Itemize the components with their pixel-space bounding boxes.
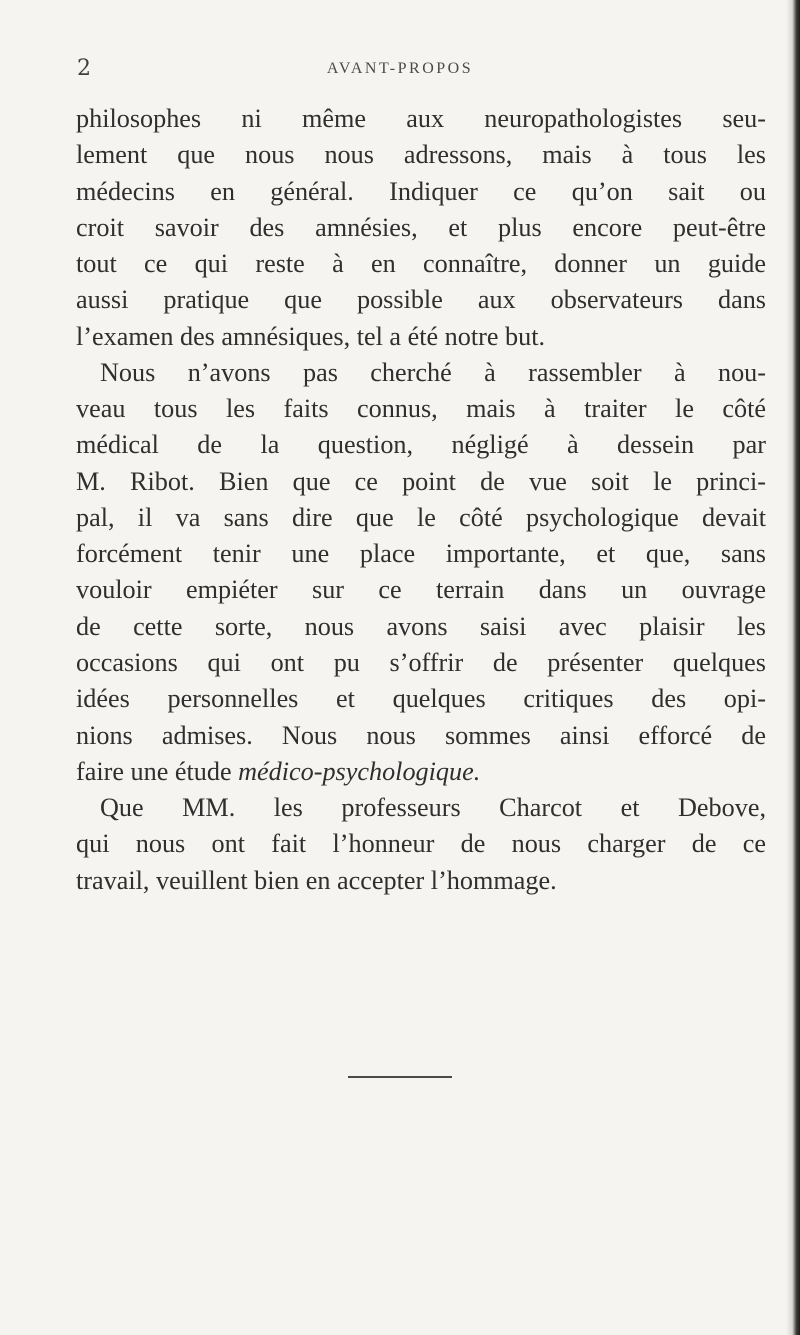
page-number: 2 — [77, 56, 91, 81]
text-line: occasions qui ont pu s’offrir de présenter quelques — [76, 647, 766, 677]
text-line: travail, veuillent bien en accepter l’hommage. — [76, 865, 557, 895]
text-line: Nous n’avons pas cherché à rassembler à nou- — [100, 357, 766, 387]
page-edge-shadow — [786, 0, 800, 1335]
text-line: de cette sorte, nous avons saisi avec plaisir les — [76, 611, 766, 641]
italic-phrase: médico-psychologique. — [238, 756, 481, 786]
text-line: vouloir empiéter sur ce terrain dans un ouvrage — [76, 575, 766, 605]
running-title: AVANT-PROPOS — [326, 60, 474, 77]
text-line — [76, 754, 766, 790]
text-line: idées personnelles et quelques critiques des opi- — [76, 684, 766, 714]
text-line: veau tous les faits connus, mais à traiter le côté — [76, 394, 766, 424]
text-line: M. Ribot. Bien que ce point de vue soit le princi- — [76, 466, 766, 496]
body-text — [76, 101, 766, 899]
closing-rule — [348, 1076, 452, 1078]
text-line: Que MM. les professeurs Charcot et Debove, — [100, 793, 766, 823]
text-line: pal, il va sans dire que le côté psychologique devait — [76, 502, 766, 532]
text-line: lement que nous nous adressons, mais à tous les — [76, 140, 766, 170]
text-line: forcément tenir une place importante, et que, sans — [76, 539, 766, 569]
text-line: aussi pratique que possible aux observateurs dans — [76, 285, 766, 315]
text-line: médecins en général. Indiquer ce qu’on sait ou — [76, 176, 766, 206]
text-line: philosophes ni même aux neuropathologistes seu- — [76, 104, 766, 133]
text-line: qui nous ont fait l’honneur de nous charger de ce — [76, 829, 766, 859]
text-line: l’examen des amnésiques, tel a été notre but. — [76, 321, 546, 351]
text-line: médical de la question, négligé à dessein par — [76, 430, 766, 460]
text-line-start: faire une étude — [76, 756, 239, 786]
text-line: croit savoir des amnésies, et plus encore peut-être — [76, 212, 766, 242]
text-line: tout ce qui reste à en connaître, donner un guide — [76, 249, 766, 279]
text-line: nions admises. Nous nous sommes ainsi efforcé de — [76, 720, 766, 750]
